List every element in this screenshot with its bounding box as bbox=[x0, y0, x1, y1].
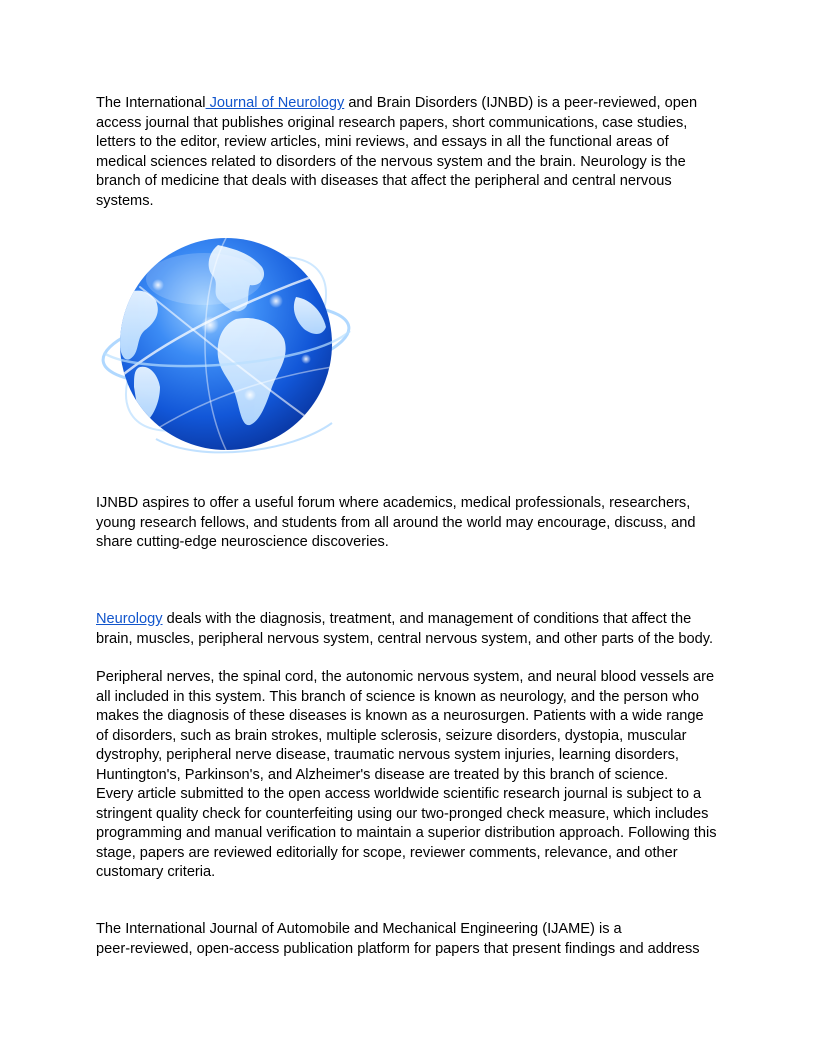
neurology-link[interactable]: Neurology bbox=[96, 611, 163, 627]
neurology-suffix: deals with the diagnosis, treatment, and management of conditions that affect the brain, muscles, peripheral nervous system, central nervous system, and other parts of the body. bbox=[96, 611, 714, 647]
intro-suffix: and Brain Disorders (IJNBD) is a peer-reviewed, open access journal that publishes original research papers, short communications, case studies, letters to the editor, review articles, mini reviews, and essays in all the functional areas of medical sciences related to disorders of the nervous system and the brain. Neurology is the branch of medicine that deals with diseases that affect the peripheral and central nervous systems. bbox=[96, 95, 698, 209]
peripheral-paragraph: Peripheral nerves, the spinal cord, the autonomic nervous system, and neural blood vessels are all included in this system. This branch of science is known as neurology, and the person who makes the diagnosis of these diseases is known as a neurosurgen. Patients with a wide range of disorders, such as brain strokes, multiple sclerosis, seizure disorders, dystopia, muscular dystrophy, peripheral nerve disease, traumatic nervous system injuries, learning disorders, Huntington's, Parkinson's, and Alzheimer's disease are treated by this branch of science. Every article submitted to the open access worldwide scientific research journal is subject to a stringent quality check for counterfeiting using our two-pronged check measure, which includes programming and manual verification to maintain a superior distribution approach. Following this stage, papers are reviewed editorially for scope, reviewer comments, relevance, and other customary criteria. bbox=[96, 669, 717, 880]
intro-paragraph bbox=[96, 94, 724, 211]
neurology-paragraph bbox=[96, 610, 724, 649]
journal-of-neurology-link[interactable]: Journal of Neurology bbox=[205, 95, 345, 111]
globe-icon bbox=[100, 227, 352, 461]
forum-paragraph: IJNBD aspires to offer a useful forum where academics, medical professionals, researchers, young research fellows, and students from all around the world may encourage, discuss, and share cutting-edge neuroscience discoveries. bbox=[96, 495, 696, 550]
intro-prefix: The International bbox=[96, 95, 206, 111]
ijame-paragraph: The International Journal of Automobile and Mechanical Engineering (IJAME) is a peer-reviewed, open-access publication platform for papers that present findings and address bbox=[96, 921, 700, 957]
